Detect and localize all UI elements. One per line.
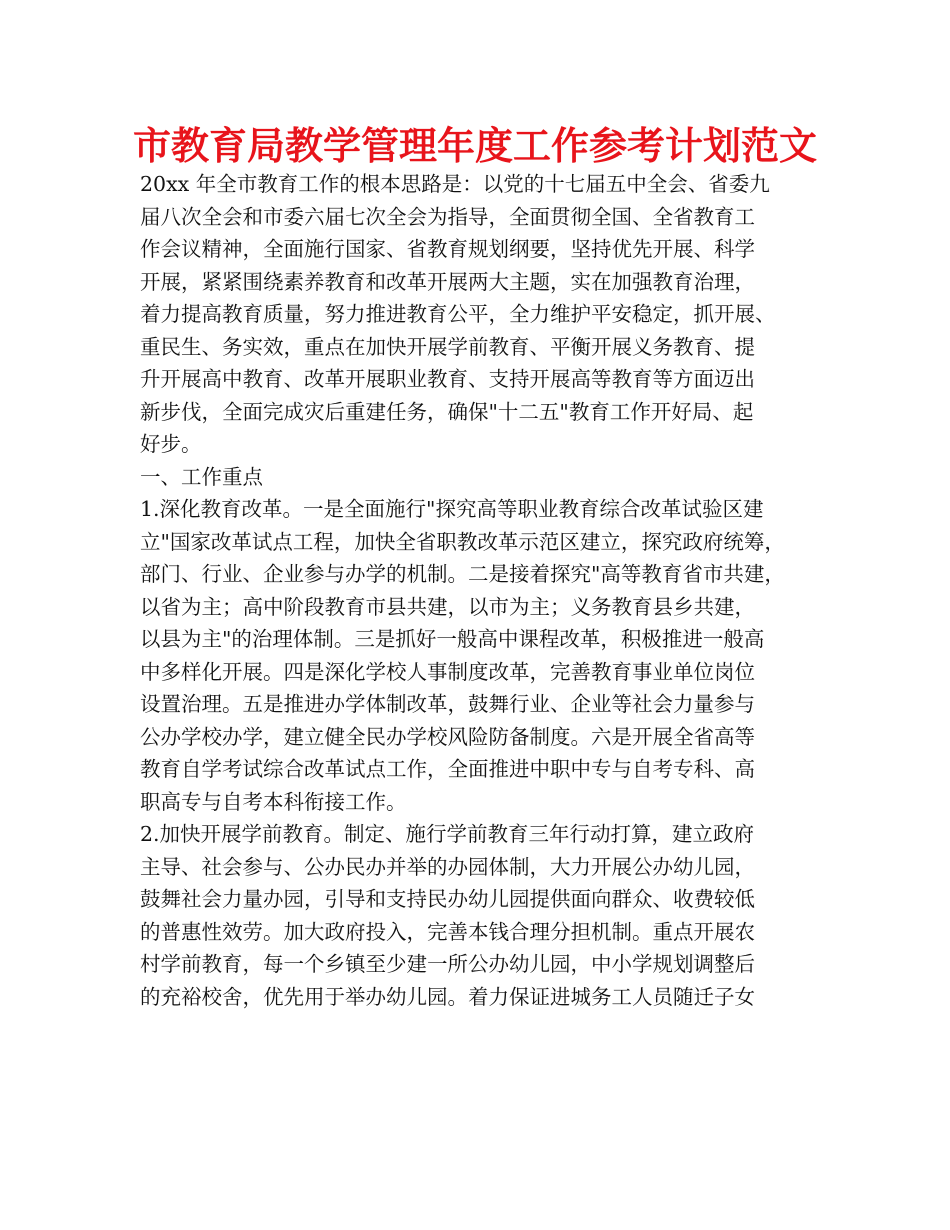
body-line: 以省为主；高中阶段教育市县共建，以市为主；义务教育县乡共建， bbox=[140, 594, 755, 619]
body-line: 升开展高中教育、改革开展职业教育、支持开展高等教育等方面迈出 bbox=[140, 367, 755, 391]
document-body bbox=[140, 168, 820, 1013]
body-line: 着力提高教育质量，努力推进教育公平，全力维护平安稳定，抓开展、 bbox=[140, 302, 776, 326]
body-line: 开展，紧紧围绕素养教育和改革开展两大主题，实在加强教育治理， bbox=[140, 269, 755, 294]
body-line: 设置治理。五是推进办学体制改革，鼓舞行业、企业等社会力量参与 bbox=[140, 692, 755, 716]
body-line: 部门、行业、企业参与办学的机制。二是接着探究"高等教育省市共建， bbox=[140, 562, 785, 586]
body-line: 职高专与自考本科衔接工作。 bbox=[140, 789, 407, 814]
body-line: 作会议精神，全面施行国家、省教育规划纲要，坚持优先开展、科学 bbox=[140, 237, 755, 261]
document-title: 市教育局教学管理年度工作参考计划范文 bbox=[132, 124, 817, 168]
body-line: 中多样化开展。四是深化学校人事制度改革，完善教育事业单位岗位 bbox=[140, 659, 755, 684]
body-line: 重民生、务实效，重点在加快开展学前教育、平衡开展义务教育、提 bbox=[140, 334, 755, 359]
body-line: 鼓舞社会力量办园，引导和支持民办幼儿园提供面向群众、收费较低 bbox=[140, 887, 755, 911]
body-line: 主导、社会参与、公办民办并举的办园体制，大力开展公办幼儿园， bbox=[140, 854, 755, 879]
body-line: 1.深化教育改革。一是全面施行"探究高等职业教育综合改革试验区建 bbox=[140, 497, 764, 521]
body-line: 好步。 bbox=[140, 432, 202, 456]
body-line: 教育自学考试综合改革试点工作，全面推进中职中专与自考专科、高 bbox=[140, 757, 755, 781]
body-line: 新步伐，全面完成灾后重建任务，确保"十二五"教育工作开好局、起 bbox=[140, 399, 754, 424]
body-line: 20xx 年全市教育工作的根本思路是：以党的十七届五中全会、省委九 bbox=[140, 172, 770, 196]
body-line: 2.加快开展学前教育。制定、施行学前教育三年行动打算，建立政府 bbox=[140, 822, 755, 846]
body-line: 立"国家改革试点工程，加快全省职教改革示范区建立，探究政府统筹， bbox=[140, 529, 785, 554]
body-line: 村学前教育，每一个乡镇至少建一所公办幼儿园，中小学规划调整后 bbox=[140, 952, 755, 976]
body-line: 以县为主"的治理体制。三是抓好一般高中课程改革，积极推进一般高 bbox=[140, 627, 765, 651]
body-line: 的普惠性效劳。加大政府投入，完善本钱合理分担机制。重点开展农 bbox=[140, 919, 755, 944]
body-line: 的充裕校舍，优先用于举办幼儿园。着力保证进城务工人员随迁子女 bbox=[140, 984, 755, 1009]
body-line: 届八次全会和市委六届七次全会为指导，全面贯彻全国、全省教育工 bbox=[140, 204, 755, 229]
body-line: 公办学校办学，建立健全民办学校风险防备制度。六是开展全省高等 bbox=[140, 724, 755, 749]
section-heading: 一、工作重点 bbox=[140, 464, 263, 489]
